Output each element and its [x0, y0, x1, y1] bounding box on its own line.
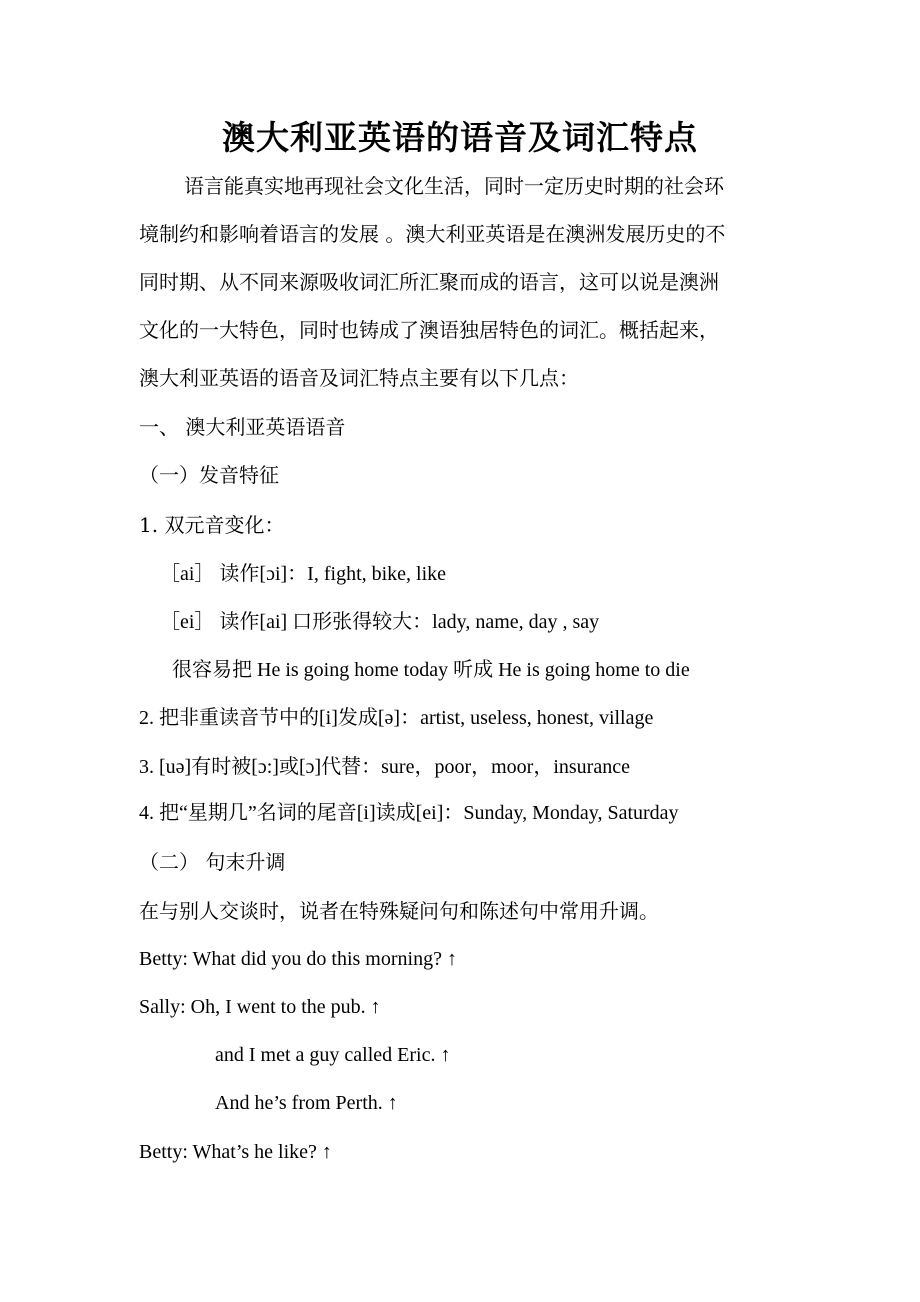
dialogue-line: Betty: What did you do this morning? ↑: [139, 948, 457, 970]
subsection-heading-2: （二） 句末升调: [139, 850, 286, 874]
section-heading: 一、 澳大利亚英语语音: [139, 415, 346, 439]
dialogue-line: Betty: What’s he like? ↑: [139, 1141, 332, 1163]
paragraph-line-5: 澳大利亚英语的语音及词汇特点主要有以下几点：: [139, 366, 579, 390]
subsection-heading-1: （一）发音特征: [139, 463, 279, 487]
paragraph-line-3: 同时期、从不同来源吸收词汇所汇聚而成的语言，这可以说是澳洲: [139, 270, 719, 294]
list-item-1a: ［ai］ 读作[ɔi]：I, fight, bike, like: [160, 563, 447, 585]
paragraph-line-4: 文化的一大特色，同时也铸成了澳语独居特色的词汇。概括起来，: [139, 318, 719, 342]
list-item-1: 1. 双元音变化：: [139, 513, 285, 537]
list-item-4: 4. 把“星期几”名词的尾音[i]读成[ei]：Sunday, Monday, Saturday: [139, 802, 679, 824]
dialogue-line: And he’s from Perth. ↑: [215, 1092, 398, 1114]
document-title: 澳大利亚英语的语音及词汇特点: [222, 118, 698, 157]
intro-paragraph: 在与别人交谈时，说者在特殊疑问句和陈述句中常用升调。: [139, 899, 659, 923]
dialogue-line: Sally: Oh, I went to the pub. ↑: [139, 996, 381, 1018]
dialogue-line: and I met a guy called Eric. ↑: [215, 1044, 451, 1066]
list-item-1c: 很容易把 He is going home today 听成 He is going home to die: [172, 659, 690, 681]
list-item-2: 2. 把非重读音节中的[i]发成[ə]：artist, useless, honest, village: [139, 707, 654, 729]
paragraph-line-1: 语言能真实地再现社会文化生活，同时一定历史时期的社会环: [184, 174, 724, 198]
list-item-1b: ［ei］ 读作[ai] 口形张得较大：lady, name, day , say: [160, 611, 600, 633]
paragraph-line-2: 境制约和影响着语言的发展 。澳大利亚英语是在澳洲发展历史的不: [139, 222, 726, 246]
list-item-3: 3. [uə]有时被[ɔ:]或[ɔ]代替：sure，poor，moor，insurance: [139, 756, 630, 778]
